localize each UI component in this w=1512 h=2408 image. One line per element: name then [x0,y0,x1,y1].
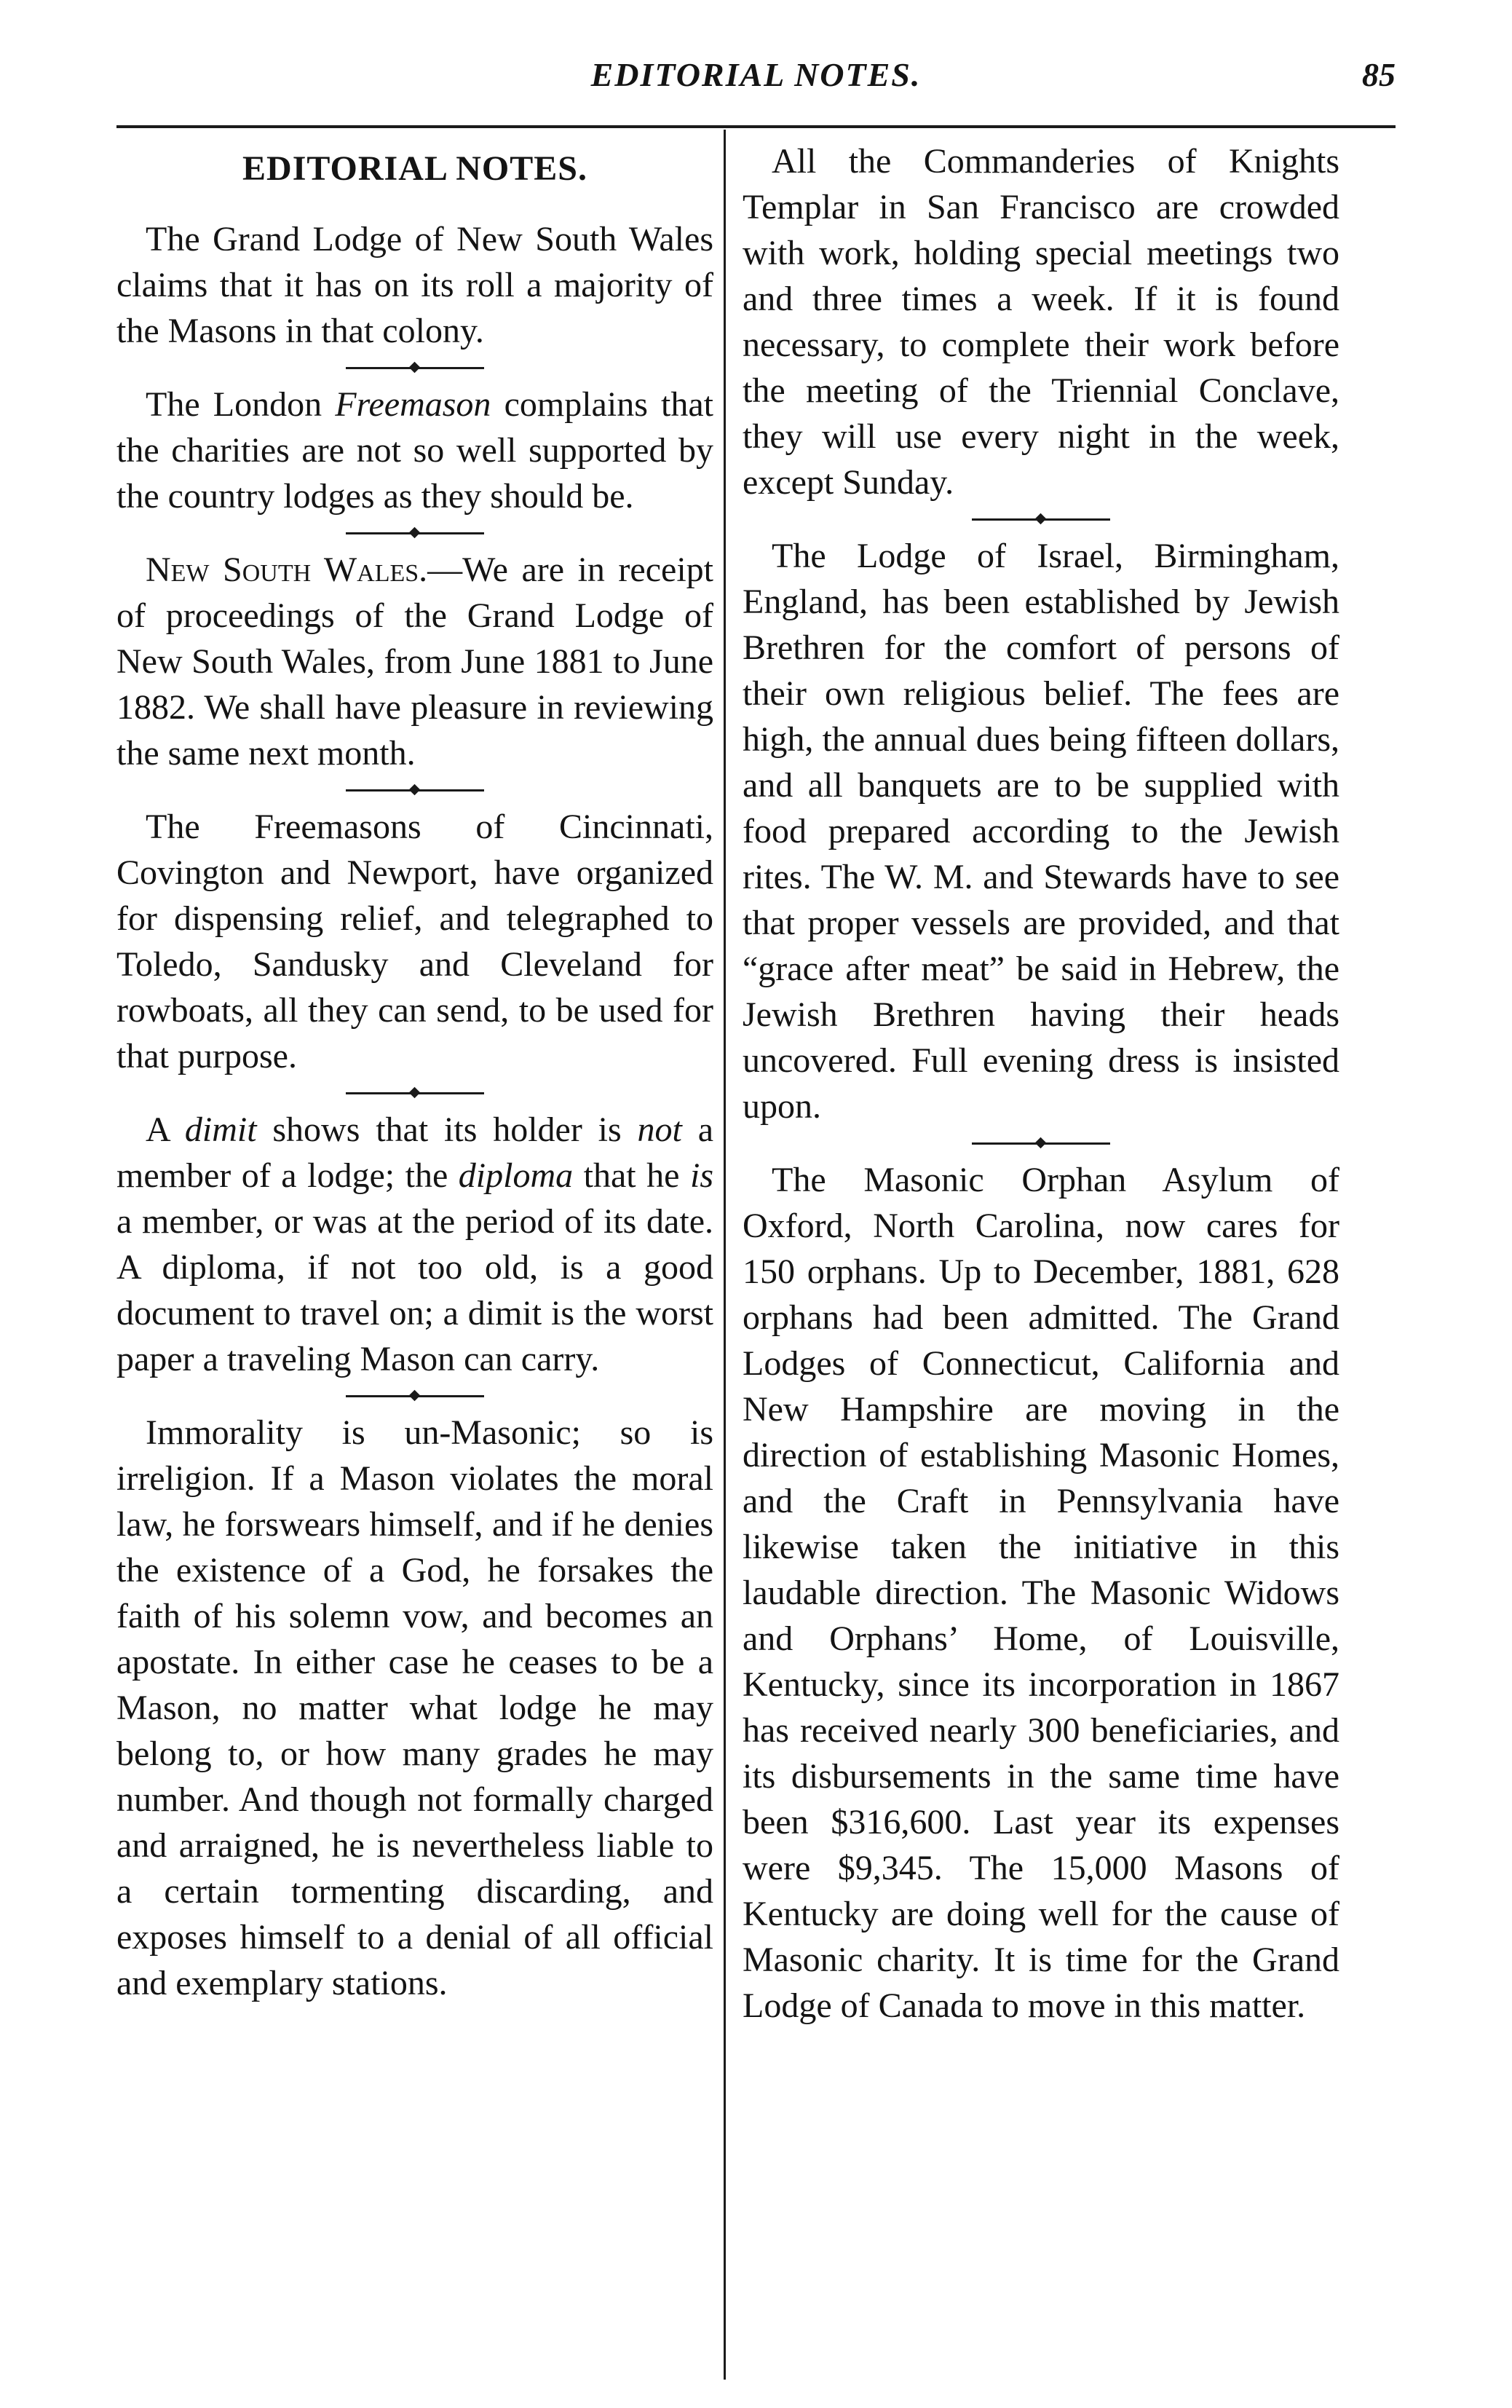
note-dimit-diploma [116,1107,713,1382]
page-number: 85 [1362,56,1396,93]
note-lodge-of-israel: The Lodge of Israel, Birmingham, England, has been established by Jewish Brethren for the comfort of persons of their own religious belief. The fees are high, the annual dues being fifteen dollars, and all banquets are to be supplied with food prepared according to the Jewish rites. The W. M. and Stewards have to see that proper vessels are provided, and that “grace after meat” be said in Hebrew, the Jewish Brethren having their heads uncovered. Full evening dress is insisted upon. [743,537,1339,1126]
right-column [743,138,1339,2029]
note-text: that he [573,1156,690,1195]
emphasis-text: is [690,1156,714,1195]
running-head [116,51,1396,102]
separator-rule [116,519,713,547]
small-caps-lead: New South Wales. [146,550,428,589]
emphasis-text: Freemason [335,385,491,424]
separator-rule [116,354,713,382]
separator-rule [116,1079,713,1107]
emphasis-text: diploma [458,1156,574,1195]
running-title: EDITORIAL NOTES. [590,56,922,93]
note-london-freemason [116,382,713,519]
note-text: The London [146,385,336,424]
emphasis-text: not [637,1110,682,1149]
left-column [116,138,713,2006]
note-text: —We are in receipt of proceedings of the Grand Lodge of New South Wales, from June 1881 to June 1882. We shall have pleasure in reviewing the same next month. [116,550,714,773]
note-text: a member of a lodge; the [116,1110,713,1195]
separator-rule [743,1129,1339,1157]
note-text: A [146,1110,185,1149]
emphasis-text: dimit [184,1110,257,1149]
separator-rule [743,505,1339,533]
header-rule [116,125,1396,128]
separator-rule [116,1382,713,1410]
note-new-south-wales [116,547,713,776]
note-cincinnati-relief: The Freemasons of Cincinnati, Covington and Newport, have organized for dispensing relief, and telegraphed to Toledo, Sandusky and Cleveland for rowboats, all they can send, to be used for that purpose. [116,808,713,1075]
section-heading: EDITORIAL NOTES. [242,149,587,188]
note-text: a member, or was at the period of its date. A diploma, if not too old, is a good document to travel on; a dimit is the worst paper a traveling Mason can carry. [116,1202,713,1378]
column-divider [724,130,726,2380]
note-immorality: Immorality is un-Masonic; so is irreligion. If a Mason violates the moral law, he forswears himself, and if he denies the existence of a God, he forsakes the faith of his solemn vow, and becomes an apostate. In either case he ceases to be a Mason, no matter what lodge he may belong to, or how many grades he may number. And though not formally charged and arraigned, he is nevertheless liable to a certain tormenting discarding, and exposes himself to a denial of all official and exemplary stations. [116,1413,713,2002]
note-orphan-asylum: The Masonic Orphan Asylum of Oxford, North Carolina, now cares for 150 orphans. Up to December, 1881, 628 orphans had been admitted. The Grand Lodges of Connecticut, California and New Hampshire are moving in the direction of establishing Masonic Homes, and the Craft in Pennsylvania have likewise taken the initiative in this laudable direction. The Masonic Widows and Orphans’ Home, of Louisville, Kentucky, since its incorporation in 1867 has received nearly 300 beneficiaries, and its disbursements in the same time have been $316,600. Last year its expenses were $9,345. The 15,000 Masons of Kentucky are doing well for the cause of Masonic charity. It is time for the Grand Lodge of Canada to move in this matter. [743,1161,1339,2025]
note-knights-templar: All the Commanderies of Knights Templar in San Francisco are crowded with work, holding special meetings two and three times a week. If it is found necessary, to complete their work before the meeting of the Triennial Conclave, they will use every night in the week, except Sunday. [743,142,1339,502]
note-grand-lodge-nsw: The Grand Lodge of New South Wales claims that it has on its roll a majority of the Masons in that colony. [116,220,713,350]
note-text: shows that its holder is [256,1110,638,1149]
note-text: complains that the charities are not so well supported by the country lodges as they should be. [116,385,713,516]
separator-rule [116,776,713,804]
